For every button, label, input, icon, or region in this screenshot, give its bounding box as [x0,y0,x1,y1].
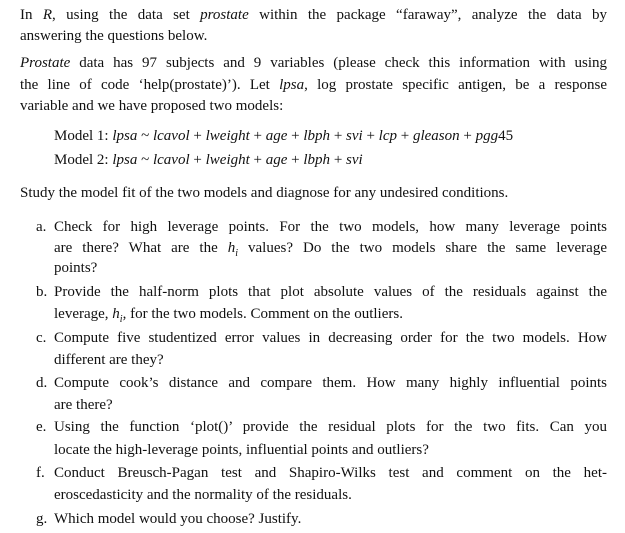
text-segment: Model 1: [54,128,113,144]
model-formula-2 [54,150,600,170]
text-segment: Which model would you choose? Justify. [54,511,302,527]
question-b-line [54,282,607,302]
study-instruction [20,183,607,203]
math-variable: lcavol [152,128,190,144]
text-segment: ~ [137,152,153,168]
text-segment: different are they? [54,352,164,368]
text-segment: + [287,152,304,168]
text-segment: In [20,7,43,23]
question-e-line [54,440,607,460]
text-segment: 45 [498,128,514,144]
question-d-line [54,395,607,415]
text-segment: variable and we have proposed two models: [20,98,284,114]
description-paragraph-line [20,53,607,73]
math-variable: age [265,152,288,168]
description-paragraph-line [20,75,607,95]
text-segment: + [330,128,347,144]
text-segment: data has 97 subjects and 9 variables (please check this information with using [70,55,607,71]
text-segment: + [459,128,476,144]
subscript: i [235,248,239,259]
text-segment: answering the questions below. [20,28,208,44]
text-segment: + [249,152,266,168]
math-variable: lpsa [112,152,138,168]
math-variable: lpsa [279,77,305,93]
question-g-line [54,509,607,529]
question-b-line [54,304,607,324]
text-segment: + [189,152,206,168]
question-c-line [54,350,607,370]
text-segment: , using the data set [52,7,201,23]
math-variable: h [112,306,120,322]
question-d-line [54,373,607,393]
math-variable: R [42,7,53,23]
question-label: f. [36,465,45,481]
text-segment: are there? [54,397,113,413]
question-label: d. [36,375,48,391]
question-e-line [54,417,607,437]
text-segment: within the package “faraway”, analyze the data by [248,7,607,23]
question-f-line [54,463,607,483]
text-segment: points? [54,260,98,276]
text-segment: eroscedasticity and the normality of the residuals. [54,487,352,503]
text-segment: Compute five studentized error values in decreasing order for the two models. How [54,330,607,346]
text-segment: + [397,128,413,144]
text-segment: Provide the half-norm plots that plot absolute values of the residuals against the [54,284,607,300]
text-segment: Model 2: [54,152,113,168]
question-label: e. [36,419,47,435]
question-c-line [54,328,607,348]
text-segment: Compute cook’s distance and compare them. How many highly influential points [54,375,607,391]
text-segment: Check for high leverage points. For the two models, how many leverage points [54,219,607,235]
math-variable: age [265,128,288,144]
math-variable: svi [346,128,363,144]
intro-paragraph-line [20,5,607,25]
question-label: c. [36,330,47,346]
question-label: b. [36,284,48,300]
question-label: a. [36,219,47,235]
text-segment: values? Do the two models share the same leverage [238,240,607,256]
text-segment: Conduct Breusch-Pagan test and Shapiro-Wilks test and comment on the het- [54,465,607,481]
question-a-line [54,258,607,278]
text-segment: the line of code ‘help(prostate)’). Let [20,77,280,93]
text-segment: + [362,128,379,144]
text-segment: + [249,128,266,144]
text-segment: + [330,152,347,168]
text-segment: , log prostate specific antigen, be a response [304,77,607,93]
text-segment: are there? What are the [54,240,228,256]
math-variable: lbph [303,152,331,168]
math-variable: lcavol [152,152,190,168]
model-formula-1 [54,126,600,146]
math-variable: svi [346,152,363,168]
text-segment: locate the high-leverage points, influential points and outliers? [54,442,429,458]
math-variable: lbph [303,128,331,144]
text-segment: , for the two models. Comment on the outliers. [122,306,403,322]
math-variable: prostate [200,7,249,23]
text-segment: Using the function ‘plot()’ provide the residual plots for the two fits. Can you [54,419,607,435]
intro-paragraph-line [20,26,607,46]
math-variable: Prostate [20,55,71,71]
question-a-line [54,217,607,237]
text-segment: ~ [137,128,153,144]
text-segment: Study the model fit of the two models and diagnose for any undesired conditions. [20,185,509,201]
subscript: i [119,314,123,325]
math-variable: lcp [378,128,397,144]
text-segment: + [189,128,206,144]
question-f-line [54,485,607,505]
math-variable: lpsa [112,128,138,144]
math-variable: lweight [205,152,250,168]
question-label: g. [36,511,48,527]
math-variable: gleason [412,128,460,144]
math-variable: lweight [205,128,250,144]
question-a-line [54,238,607,258]
text-segment: + [287,128,304,144]
math-variable: pgg [475,128,499,144]
description-paragraph-line [20,96,607,116]
math-variable: h [227,240,236,256]
text-segment: leverage, [54,306,113,322]
